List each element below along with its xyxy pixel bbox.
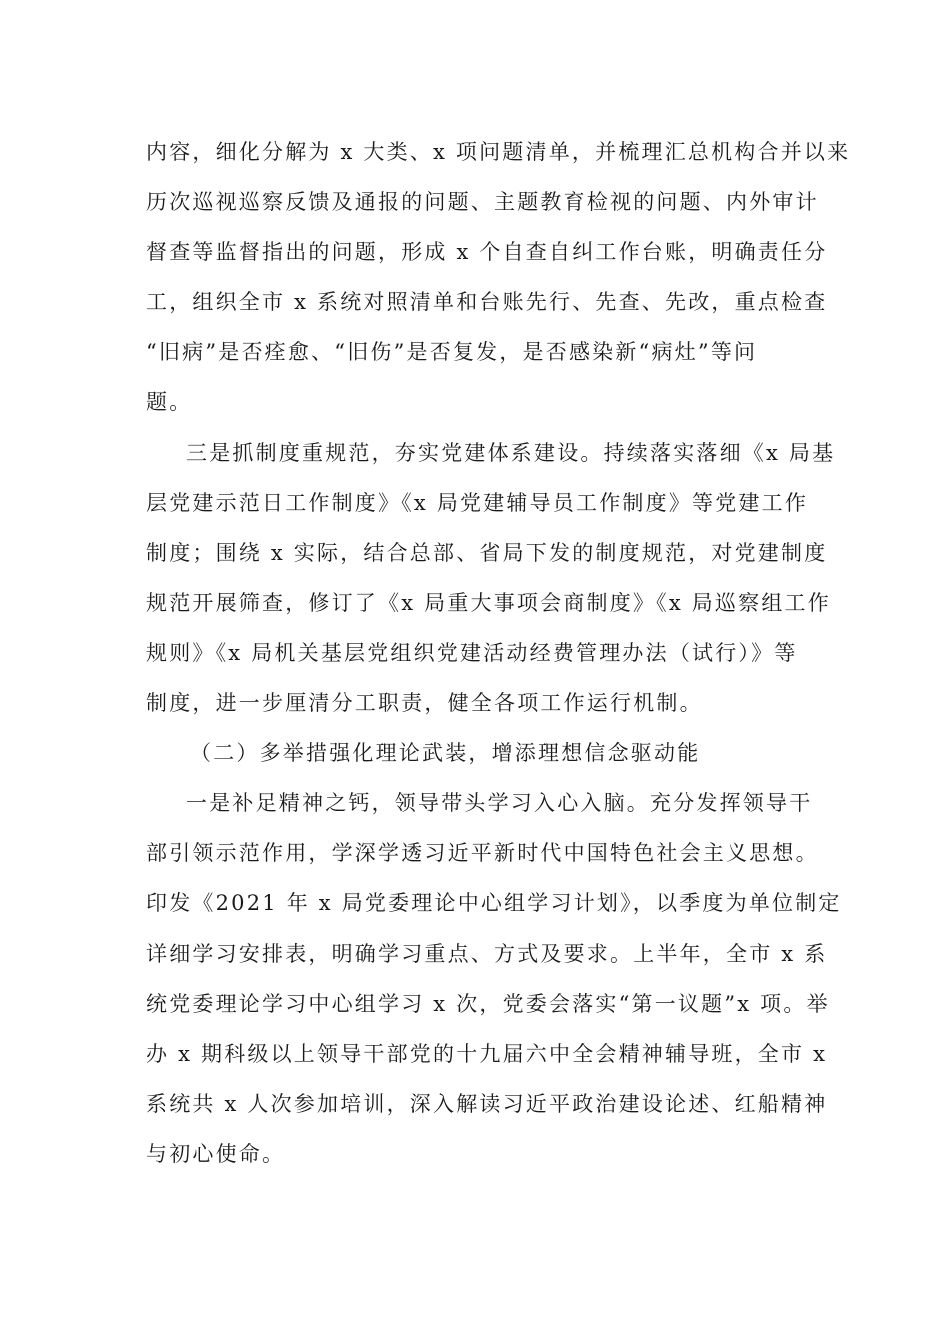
paragraph-line: 与初心使命。 bbox=[146, 1141, 286, 1166]
paragraph-line: 督查等监督指出的问题，形成 x 个自查自纠工作台账，明确责任分 bbox=[146, 240, 828, 265]
paragraph-line: 三是抓制度重规范，夯实党建体系建设。持续落实落细《x 局基 bbox=[186, 440, 836, 465]
paragraph-line: 工，组织全市 x 系统对照清单和台账先行、先查、先改，重点检查 bbox=[146, 290, 828, 315]
section-heading: （二）多举措强化理论武装，增添理想信念驱动能 bbox=[190, 741, 701, 766]
paragraph-line: 详细学习安排表，明确学习重点、方式及要求。上半年，全市 x 系 bbox=[146, 941, 828, 966]
paragraph-line: 印发《2021 年 x 局党委理论中心组学习计划》，以季度为单位制定 bbox=[146, 891, 842, 916]
paragraph-line: 一是补足精神之钙，领导带头学习入心入脑。充分发挥领导干 bbox=[186, 791, 813, 816]
paragraph-line: 部引领示范作用，学深学透习近平新时代中国特色社会主义思想。 bbox=[146, 841, 819, 866]
paragraph-line: 层党建示范日工作制度》《x 局党建辅导员工作制度》等党建工作 bbox=[146, 490, 809, 515]
paragraph-line: 制度；围绕 x 实际，结合总部、省局下发的制度规范，对党建制度 bbox=[146, 540, 828, 565]
paragraph-line: 规范开展筛查，修订了《x 局重大事项会商制度》《x 局巡察组工作 bbox=[146, 590, 831, 615]
paragraph-line: 题。 bbox=[146, 390, 193, 415]
paragraph-line: 系统共 x 人次参加培训，深入解读习近平政治建设论述、红船精神 bbox=[146, 1091, 828, 1116]
paragraph-line: 统党委理论学习中心组学习 x 次，党委会落实“第一议题”x 项。举 bbox=[146, 991, 830, 1016]
paragraph-line: “旧病”是否痊愈、“旧伤”是否复发，是否感染新“病灶”等问 bbox=[146, 340, 758, 365]
paragraph-line: 规则》《x 局机关基层党组织党建活动经费管理办法（试行）》等 bbox=[146, 640, 798, 665]
paragraph-line: 历次巡视巡察反馈及通报的问题、主题教育检视的问题、内外审计 bbox=[146, 190, 819, 215]
paragraph-line: 办 x 期科级以上领导干部党的十九届六中全会精神辅导班，全市 x bbox=[146, 1041, 828, 1066]
document-body bbox=[146, 130, 851, 1182]
paragraph-line: 内容，细化分解为 x 大类、x 项问题清单，并梳理汇总机构合并以来 bbox=[146, 140, 851, 164]
paragraph-line: 制度，进一步厘清分工职责，健全各项工作运行机制。 bbox=[146, 691, 703, 716]
